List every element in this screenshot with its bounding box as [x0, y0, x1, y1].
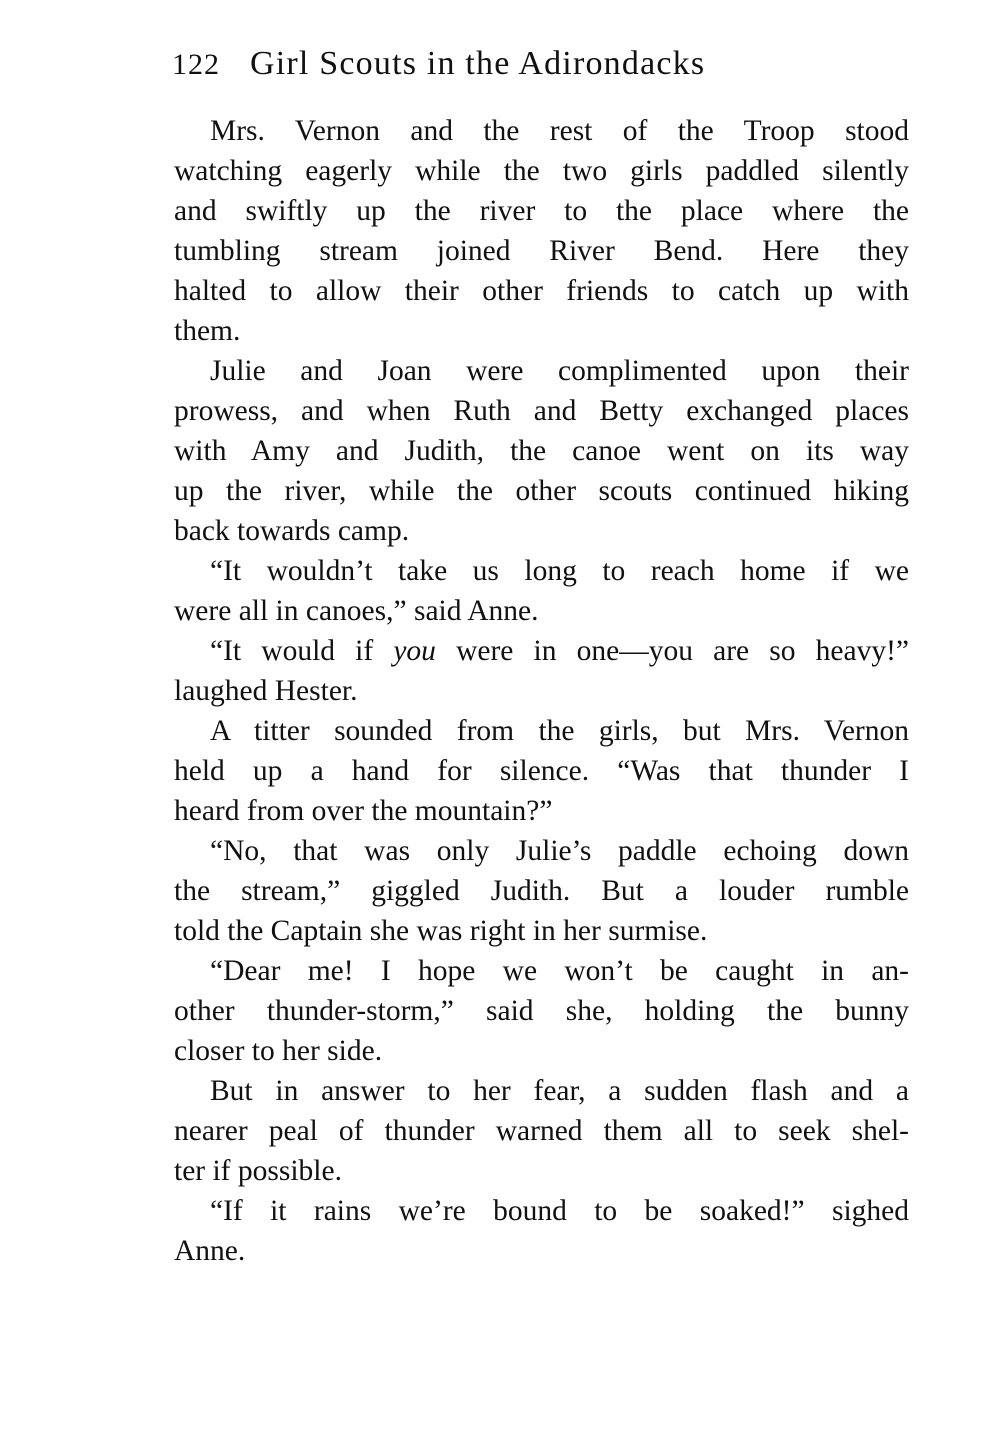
text-line: Julie and Joan were complimented upon their: [210, 355, 909, 387]
text-line: and swiftly up the river to the place where the: [174, 195, 909, 227]
text-line: tumbling stream joined River Bend. Here they: [174, 235, 909, 267]
page-number: 122: [172, 48, 220, 81]
text-line: “If it rains we’re bound to be soaked!” sighed: [210, 1195, 909, 1227]
text-line: watching eagerly while the two girls paddled silently: [174, 155, 909, 187]
body-text: [174, 111, 909, 1271]
text-line: But in answer to her fear, a sudden flash and a: [210, 1075, 909, 1107]
text-line: with Amy and Judith, the canoe went on its way: [174, 435, 909, 467]
text-line: were all in canoes,” said Anne.: [174, 595, 539, 627]
text-segment: were in one—you are so heavy!”: [435, 635, 909, 667]
text-line: up the river, while the other scouts continued hiking: [174, 475, 909, 507]
text-line: the stream,” giggled Judith. But a louder rumble: [174, 875, 909, 907]
text-line: A titter sounded from the girls, but Mrs. Vernon: [210, 715, 909, 747]
text-line: told the Captain she was right in her surmise.: [174, 915, 708, 947]
text-line: back towards camp.: [174, 515, 410, 547]
text-segment: “It would if: [210, 635, 394, 667]
text-line: nearer peal of thunder warned them all to seek shel-: [174, 1115, 909, 1147]
text-line: heard from over the mountain?”: [174, 795, 553, 827]
emphasized-word: you: [393, 635, 436, 667]
text-line: “Dear me! I hope we won’t be caught in an-: [210, 955, 909, 987]
text-line: laughed Hester.: [174, 675, 358, 707]
text-line: Anne.: [174, 1235, 246, 1267]
text-line: them.: [174, 315, 241, 347]
book-title: Girl Scouts in the Adirondacks: [250, 45, 706, 82]
text-line: “No, that was only Julie’s paddle echoing down: [210, 835, 909, 867]
text-line: held up a hand for silence. “Was that thunder I: [174, 755, 909, 787]
text-line: prowess, and when Ruth and Betty exchanged places: [174, 395, 909, 427]
running-head: [172, 38, 912, 90]
text-line: ter if possible.: [174, 1155, 342, 1187]
text-line: halted to allow their other friends to catch up with: [174, 275, 909, 307]
text-line: [174, 631, 909, 671]
text-line: other thunder-storm,” said she, holding the bunny: [174, 995, 909, 1027]
text-line: closer to her side.: [174, 1035, 383, 1067]
text-line: “It wouldn’t take us long to reach home if we: [210, 555, 909, 587]
text-line: Mrs. Vernon and the rest of the Troop stood: [210, 115, 909, 147]
